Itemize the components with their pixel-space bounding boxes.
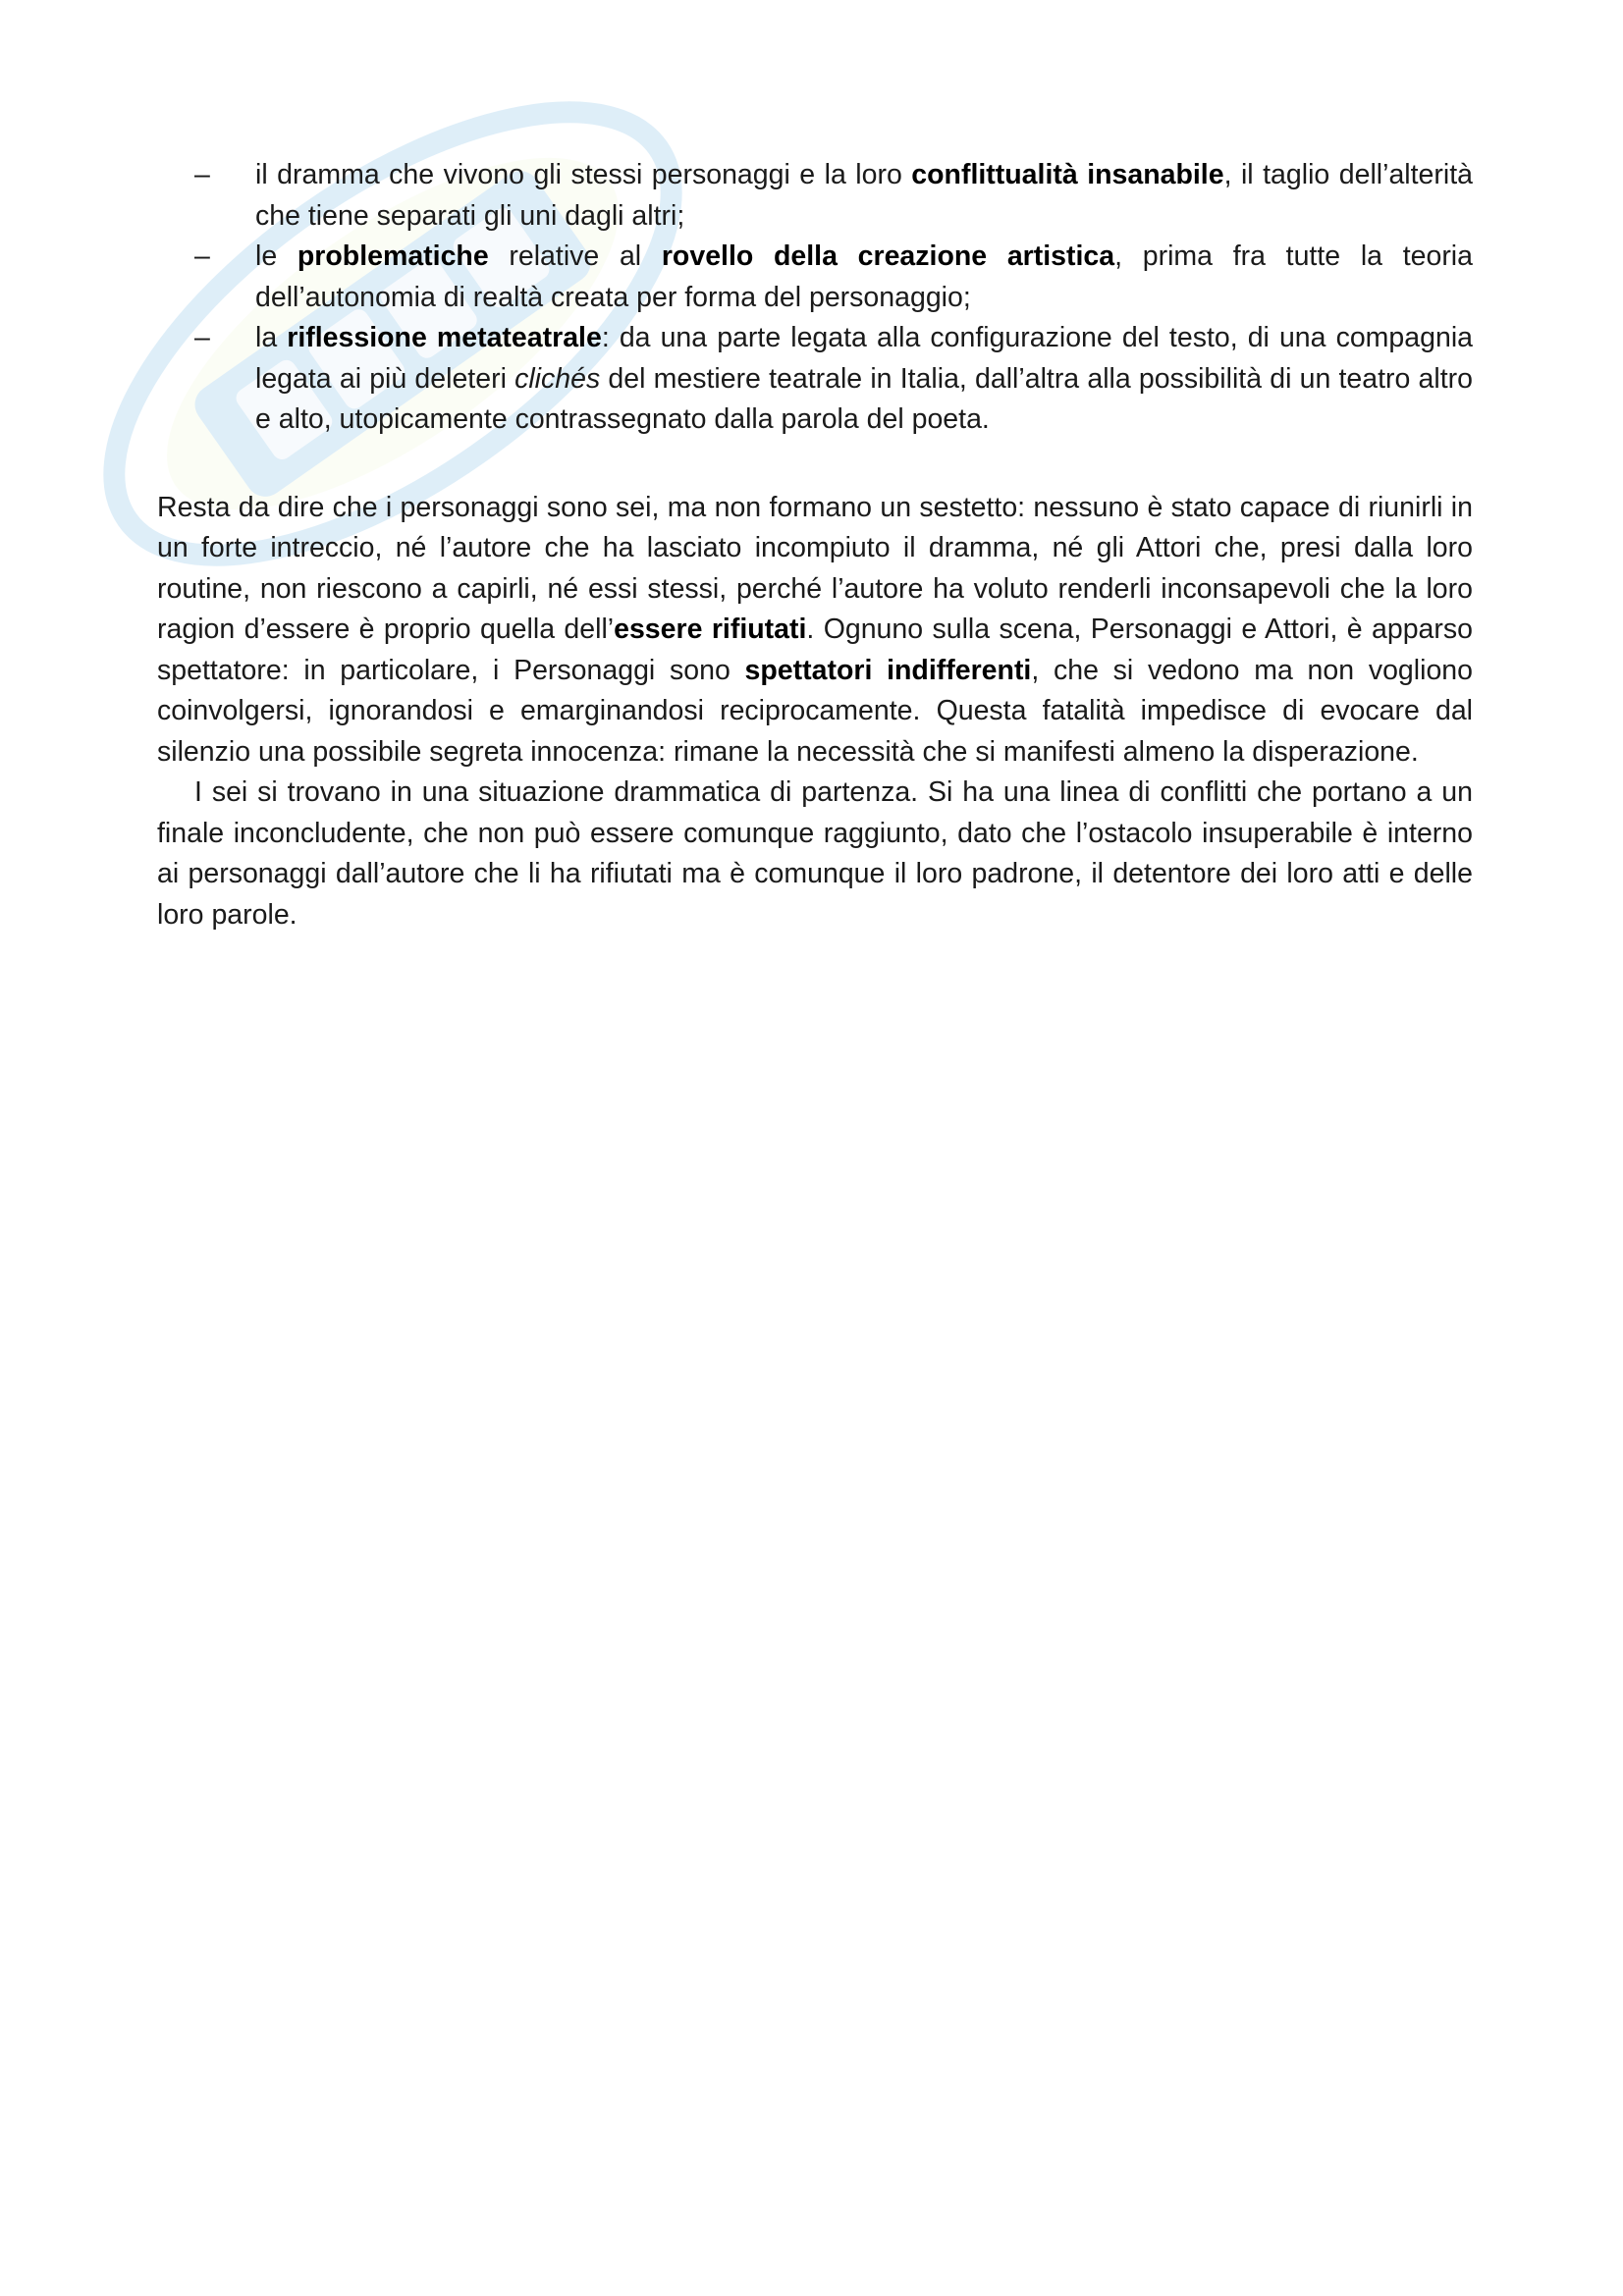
list-item: [157, 155, 1473, 237]
dash-bullet: –: [194, 322, 210, 353]
dash-bullet: –: [194, 159, 210, 190]
bold-text: essere rifiutati: [614, 614, 807, 645]
list-item: [157, 318, 1473, 441]
text-run: la: [255, 322, 288, 353]
text-run: , prima fra tutte la teoria dell’autonomia di realtà creata per forma del personaggio;: [255, 240, 1473, 313]
paragraphs: [157, 488, 1473, 936]
bold-text: problematiche: [297, 240, 489, 272]
document-page: [157, 155, 1473, 935]
text-run: , che si vedono ma non vogliono coinvolgersi, ignorandosi e emarginandosi reciprocamente. Questa fatalità impedisce di evocare dal silenzio una possibile segreta innocenza: rimane la necessità che si manifesti almeno la disperazione.: [157, 654, 1473, 768]
text-run: , il taglio dell’alterità che tiene separati gli uni dagli altri;: [255, 159, 1473, 232]
italic-text: clichés: [514, 362, 601, 395]
bold-text: conflittualità insanabile: [911, 159, 1224, 190]
text-run: I sei si trovano in una situazione drammatica di partenza. Si ha una linea di conflitti che portano a un finale inconcludente, che non può essere comunque raggiunto, dato che l’ostacolo insuperabile è interno ai personaggi dall’autore che li ha rifiutati ma è comunque il loro padrone, il detentore dei loro atti e delle loro parole.: [157, 776, 1473, 931]
text-run: del mestiere teatrale in Italia, dall’altra alla possibilità di un teatro altro e alto, utopicamente contrassegnato dalla parola del poeta.: [255, 362, 1473, 435]
bold-text: spettatori indifferenti: [744, 654, 1032, 686]
dash-bullet: –: [194, 240, 210, 272]
bold-text: rovello della creazione artistica: [661, 240, 1115, 272]
text-run: : da una parte legata alla configurazione del testo, di una compagnia legata ai più deleteri: [255, 322, 1473, 395]
bold-text: riflessione metateatrale: [287, 322, 602, 353]
text-run: le: [255, 240, 298, 272]
text-run: . Ognuno sulla scena, Personaggi e Attori, è apparso spettatore: in particolare, i Personaggi sono: [157, 614, 1473, 686]
text-run: relative al: [488, 240, 662, 272]
paragraph: [157, 488, 1473, 774]
paragraph: [157, 773, 1473, 935]
text-run: il dramma che vivono gli stessi personaggi e la loro: [255, 159, 912, 190]
text-run: Resta da dire che i personaggi sono sei, ma non formano un sestetto: nessuno è stato capace di riunirli in un forte intreccio, né l’autore che ha lasciato incompiuto il dramma, né gli Attori che, presi dalla loro routine, non riescono a capirli, né essi stessi, perché l’autore ha voluto renderli inconsapevoli che la loro ragion d’essere è proprio quella dell’: [157, 491, 1473, 645]
list-item: [157, 237, 1473, 318]
bullet-list: [157, 155, 1473, 441]
